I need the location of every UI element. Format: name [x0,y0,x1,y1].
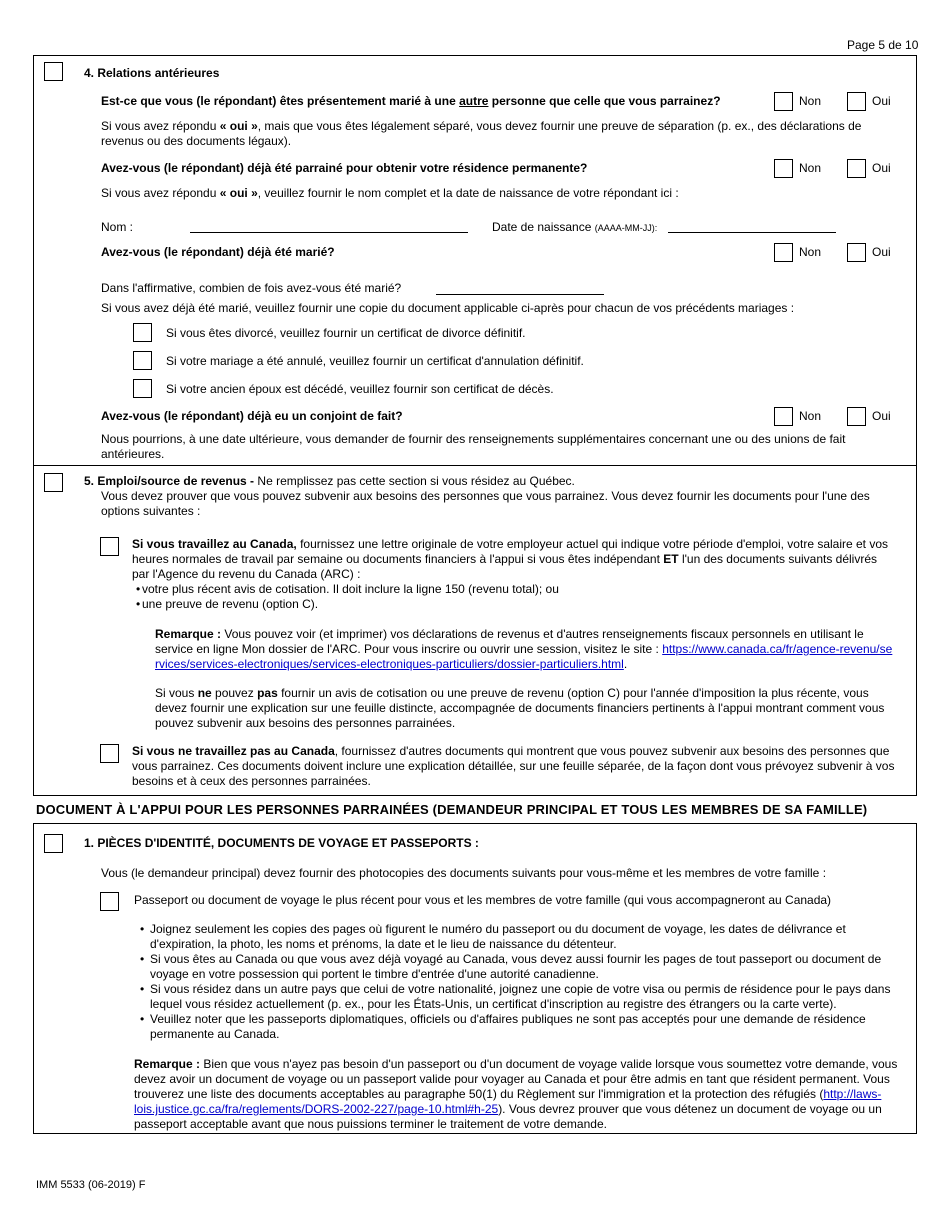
bullet-avis-cotisation: votre plus récent avis de cotisation. Il doit inclure la ligne 150 (revenu total); ou [142,582,559,596]
q4-non-checkbox[interactable] [774,407,793,426]
section-1-checkbox[interactable] [44,834,63,853]
q1-oui-checkbox[interactable] [847,92,866,111]
dob-label: Date de naissance (AAAA-MM-JJ): [492,220,658,234]
work-canada-bullets [132,582,892,612]
q1-oui-label: Oui [872,94,891,108]
dob-field[interactable] [668,232,836,233]
prev-marriages-text: Si vous avez déjà été marié, veuillez fournir une copie du document applicable ci-après pour chacun de vos précédents mariages : [101,301,795,315]
annulment-label: Si votre mariage a été annulé, veuillez fournir un certificat d'annulation définitif. [166,354,584,368]
q4-note: Nous pourrions, à une date ultérieure, vous demander de fournir des renseignements supplémentaires concernant une ou des unions de fait antérieures. [101,432,846,461]
divorce-checkbox[interactable] [133,323,152,342]
times-married-field[interactable] [436,294,604,295]
supporting-docs-heading: DOCUMENT À L'APPUI POUR LES PERSONNES PARRAINÉES (DEMANDEUR PRINCIPAL ET TOUS LES MEMBRES DE SA FAMILLE) [36,802,868,817]
irpr-link[interactable]: http://laws-lois.justice.gc.ca/fra/reglements/DORS-2002-227/page-10.html#h-25 [134,1087,882,1116]
q3-non-label: Non [799,245,822,259]
deceased-checkbox[interactable] [133,379,152,398]
q3-non-checkbox[interactable] [774,243,793,262]
work-canada-text: Si vous travaillez au Canada, fournissez une lettre originale de votre employeur actuel qui indique votre période d'emploi, votre salaire et vos heures normales de travail par semaine ou documents financiers à l'appui si vous êtes indépendant ET l'un des documents suivants délivrés par l'Agence du revenu du Canada (ARC) : [132,537,889,581]
q1-note: Si vous avez répondu « oui », mais que vous êtes légalement séparé, vous devez fournir une preuve de séparation (p. ex., des déclarations de revenus ou des documents légaux). [101,119,862,148]
section-4-title: 4. Relations antérieures [84,66,220,80]
q1-non-checkbox[interactable] [774,92,793,111]
passport-bullet: • Joignez seulement les copies des pages où figurent le numéro du passeport ou du document de voyage, les dates de délivrance et d'expiration, la photo, les noms et prénoms, la date et le lieu de naissance du détenteur. [136,922,908,952]
not-work-canada-text: Si vous ne travaillez pas au Canada, fournissez d'autres documents qui montrent que vous pouvez subvenir aux besoins des personnes que vous parrainez. Ces documents doivent inclure une explication détaillée, sur une feuille séparée, de la façon dont vous prévoyez subvenir à vos besoins et à ceux des personnes parrainées. [132,744,895,788]
section-5-title: 5. Emploi/source de revenus - Ne remplissez pas cette section si vous résidez au Québec. [84,474,575,488]
passport-bullet: • Si vous résidez dans un autre pays que celui de votre nationalité, joignez une copie de votre visa ou permis de résidence pour le pays dans lequel vous résidez actuellement (p. ex., pour les États-Unis, un certificat d'inscription au registre des étrangers ou la carte verte). [136,982,908,1012]
q3-oui-label: Oui [872,245,891,259]
deceased-label: Si votre ancien époux est décédé, veuillez fournir son certificat de décès. [166,382,554,396]
page-number: Page 5 de 10 [847,38,919,52]
q2-note: Si vous avez répondu « oui », veuillez fournir le nom complet et la date de naissance de votre répondant ici : [101,186,679,200]
arc-link[interactable]: https://www.canada.ca/fr/agence-revenu/services/services-electroniques/services-electroniques-particuliers/dossier-particuliers.html [155,642,893,671]
passport-bullet: • Veuillez noter que les passeports diplomatiques, officiels ou d'affaires publiques ne sont pas acceptés pour une demande de résidence permanente au Canada. [136,1012,908,1042]
q1-text: Est-ce que vous (le répondant) êtes présentement marié à une autre personne que celle que vous parrainez? [101,94,721,108]
section-1-title: 1. PIÈCES D'IDENTITÉ, DOCUMENTS DE VOYAGE ET PASSEPORTS : [84,836,479,850]
passport-bullet: • Si vous êtes au Canada ou que vous avez déjà voyagé au Canada, vous devez aussi fournir les pages de tout passeport ou document de voyage en votre possession qui portent le timbre d'entrée d'une autorité canadienne. [136,952,908,982]
q2-text: Avez-vous (le répondant) déjà été parrainé pour obtenir votre résidence permanente? [101,161,588,175]
q2-non-checkbox[interactable] [774,159,793,178]
section-4-checkbox[interactable] [44,62,63,81]
not-work-canada-checkbox[interactable] [100,744,119,763]
work-canada-checkbox[interactable] [100,537,119,556]
annulment-checkbox[interactable] [133,351,152,370]
nom-label: Nom : [101,220,134,234]
passport-remark: Remarque : Bien que vous n'ayez pas besoin d'un passeport ou d'un document de voyage valide lorsque vous soumettez votre demande, vous devez avoir un document de voyage ou un passeport valide pour voyager au Canada et pour être admis en tant que résident permanent. Vous trouverez une liste des documents acceptables au paragraphe 50(1) du Règlement sur l'immigration et la protection des réfugiés (http://laws-lois.justice.gc.ca/fra/reglements/DORS-2002-227/page-10.html#h-25). Vous devrez prouver que vous détenez un document de voyage ou un passeport acceptable avant que nous puissions terminer le traitement de votre demande. [134,1057,898,1131]
section-1-intro: Vous (le demandeur principal) devez fournir des photocopies des documents suivants pour vous-même et les membres de votre famille : [101,866,827,880]
form-code-footer: IMM 5533 (06-2019) F [36,1179,146,1191]
nom-field[interactable] [190,232,468,233]
times-married-label: Dans l'affirmative, combien de fois avez-vous été marié? [101,281,402,295]
q2-oui-label: Oui [872,161,891,175]
passport-label: Passeport ou document de voyage le plus récent pour vous et les membres de votre famille (qui vous accompagneront au Canada) [134,893,832,907]
q2-non-label: Non [799,161,822,175]
passport-bullets [136,922,908,1042]
q2-oui-checkbox[interactable] [847,159,866,178]
divorce-label: Si vous êtes divorcé, veuillez fournir un certificat de divorce définitif. [166,326,526,340]
section-5-intro: Vous devez prouver que vous pouvez subvenir aux besoins des personnes que vous parrainez. Vous devez fournir les documents pour l'une des options suivantes : [101,489,870,518]
q4-text: Avez-vous (le répondant) déjà eu un conjoint de fait? [101,409,403,423]
q4-oui-label: Oui [872,409,891,423]
q4-non-label: Non [799,409,822,423]
q3-text: Avez-vous (le répondant) déjà été marié? [101,245,335,259]
q3-oui-checkbox[interactable] [847,243,866,262]
remark-arc: Remarque : Vous pouvez voir (et imprimer) vos déclarations de revenus et d'autres renseignements fiscaux personnels en utilisant le service en ligne Mon dossier de l'ARC. Pour vous inscrire ou ouvrir une session, visitez le site : https://www.canada.ca/fr/agence-revenu/services/services-electroniques/services-electroniques-particuliers/dossier-particuliers.html. [155,627,893,671]
cannot-provide-text: Si vous ne pouvez pas fournir un avis de cotisation ou une preuve de revenu (option C) pour l'année d'imposition la plus récente, vous devez fournir une explication sur une feuille distincte, accompagnée de documents financiers pertinents à l'appui montrant comment vous pouvez subvenir aux besoins des personnes parrainées. [155,686,885,730]
passport-checkbox[interactable] [100,892,119,911]
q1-non-label: Non [799,94,822,108]
q4-oui-checkbox[interactable] [847,407,866,426]
bullet-preuve-revenu: une preuve de revenu (option C). [142,597,319,611]
section-5-checkbox[interactable] [44,473,63,492]
